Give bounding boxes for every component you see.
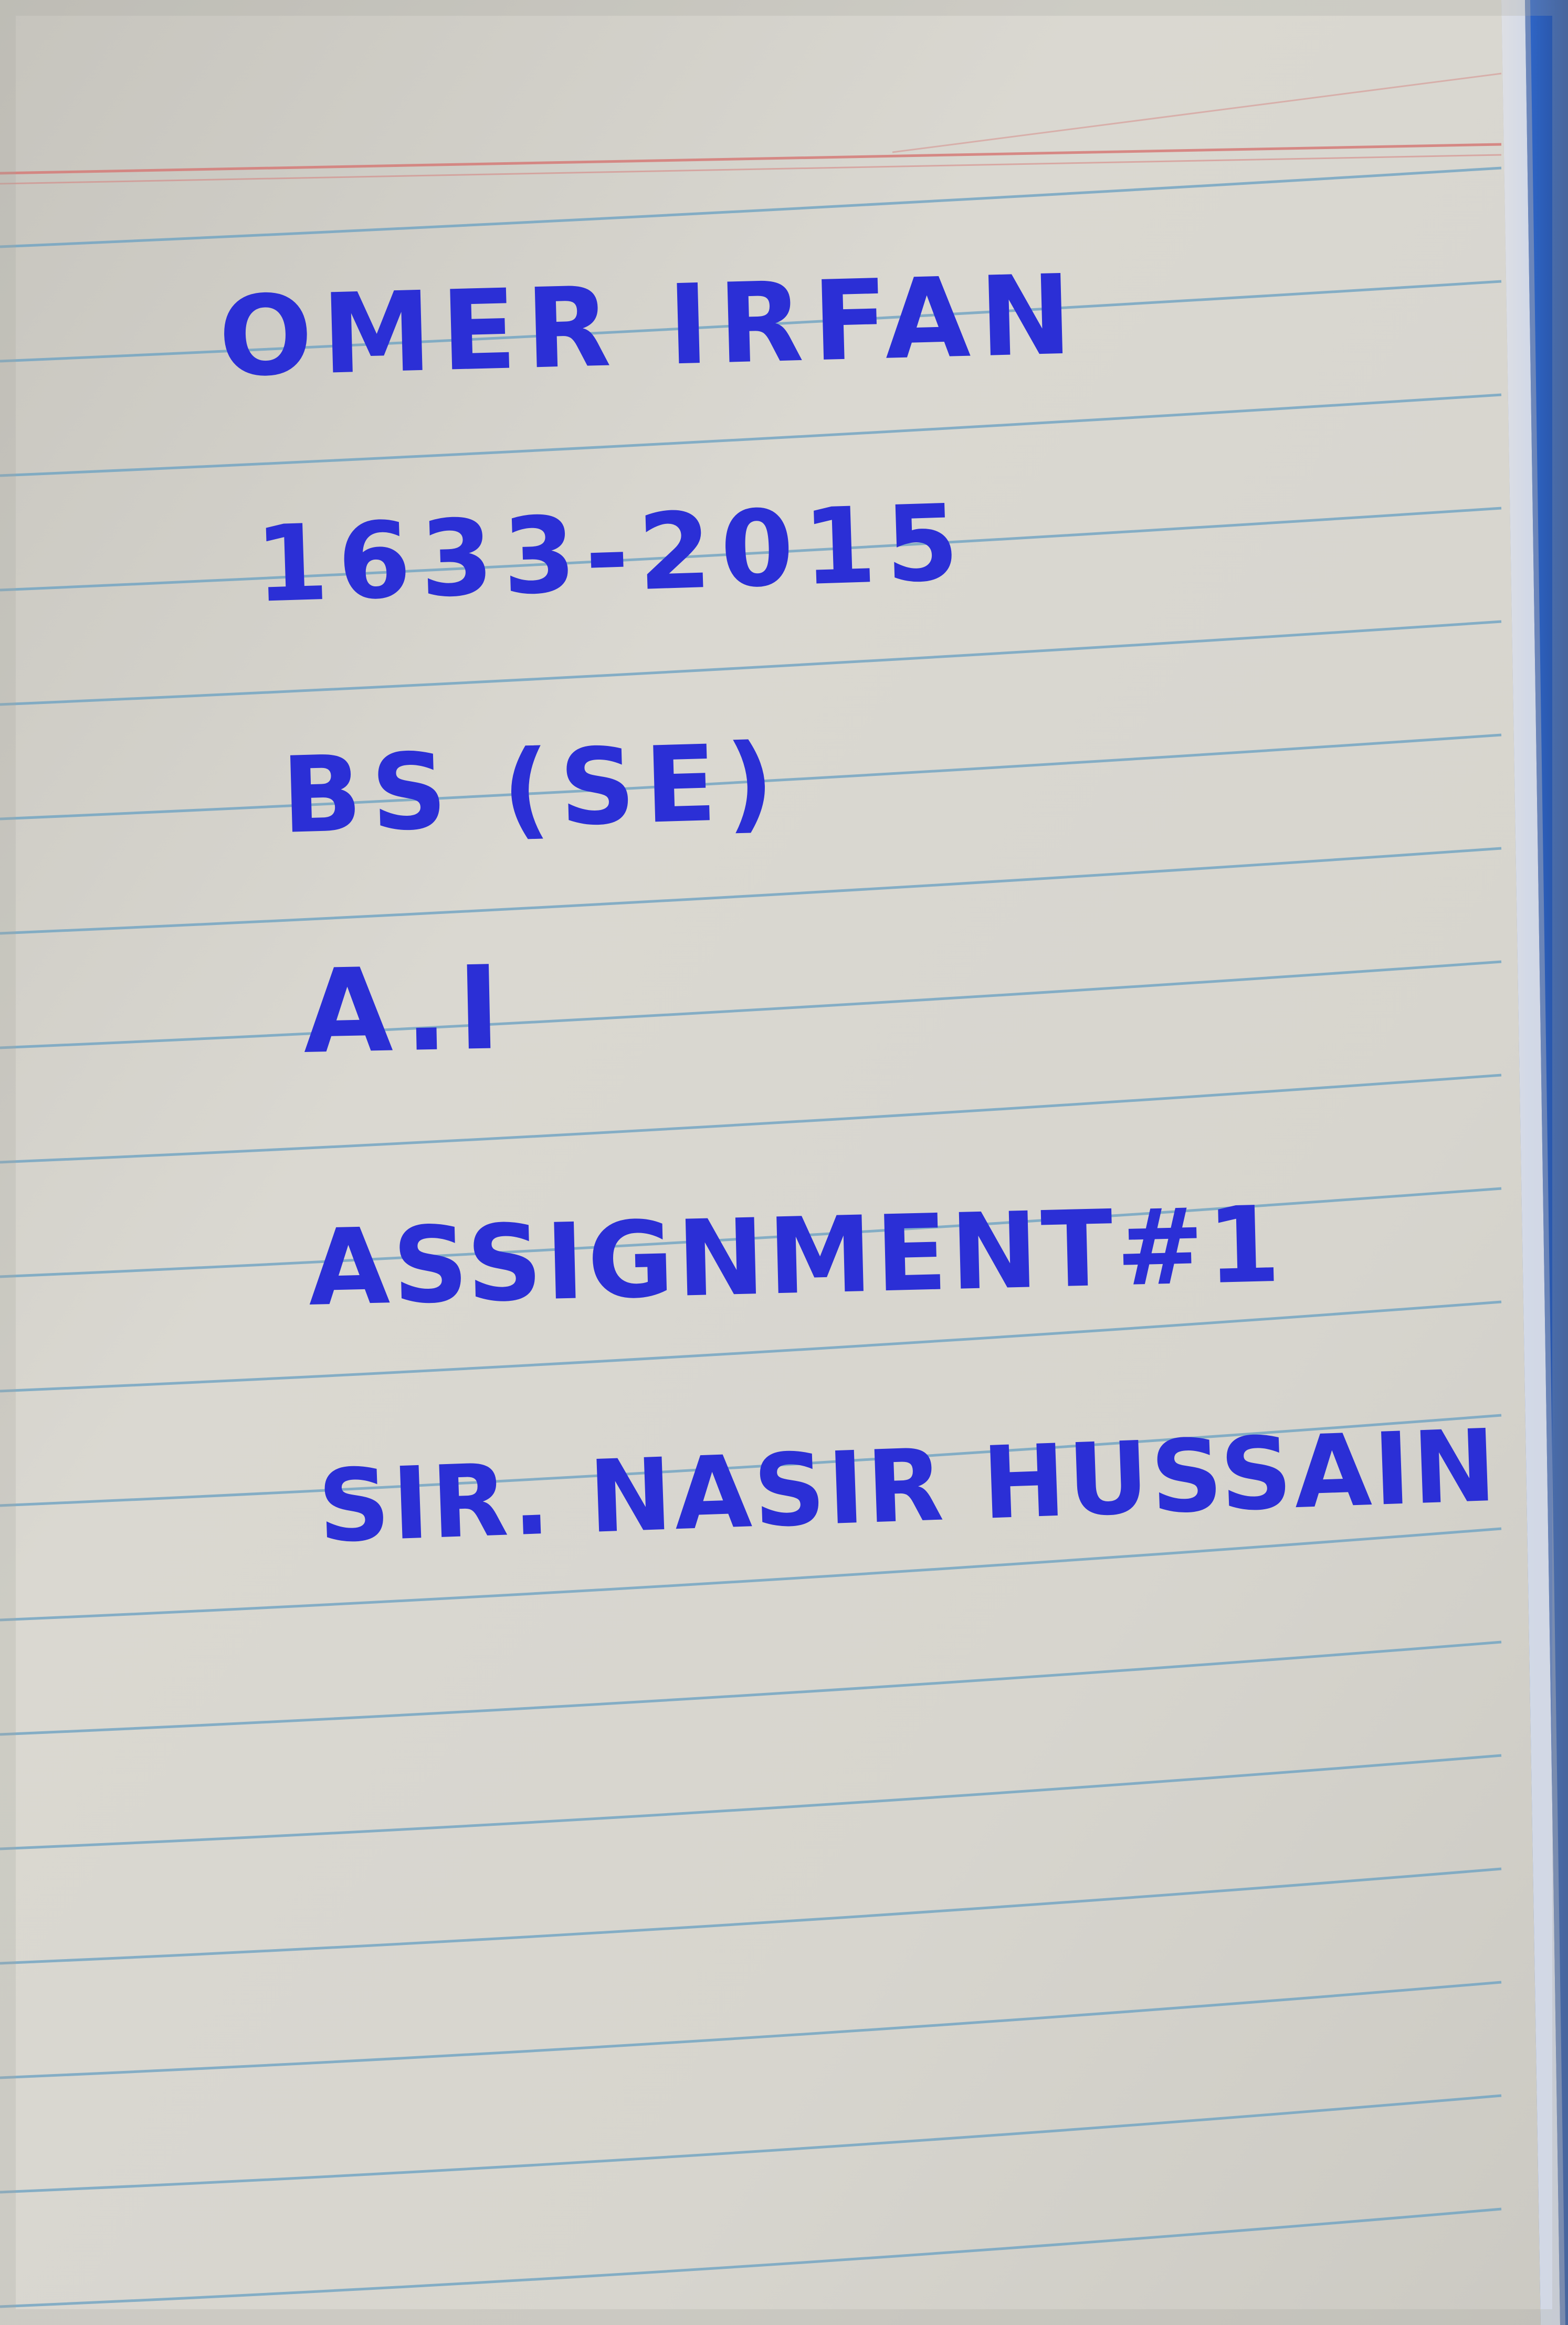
teacher-line: SIR. NASIR HUSSAIN <box>316 1407 1500 1565</box>
name-line: OMER IRFAN <box>217 250 1083 402</box>
assignment-line: ASSIGNMENT#1 <box>307 1183 1285 1330</box>
program-line: BS (SE) <box>280 721 785 857</box>
subject-line: A.I <box>301 940 511 1079</box>
roll-number-line: 1633-2015 <box>253 481 970 626</box>
